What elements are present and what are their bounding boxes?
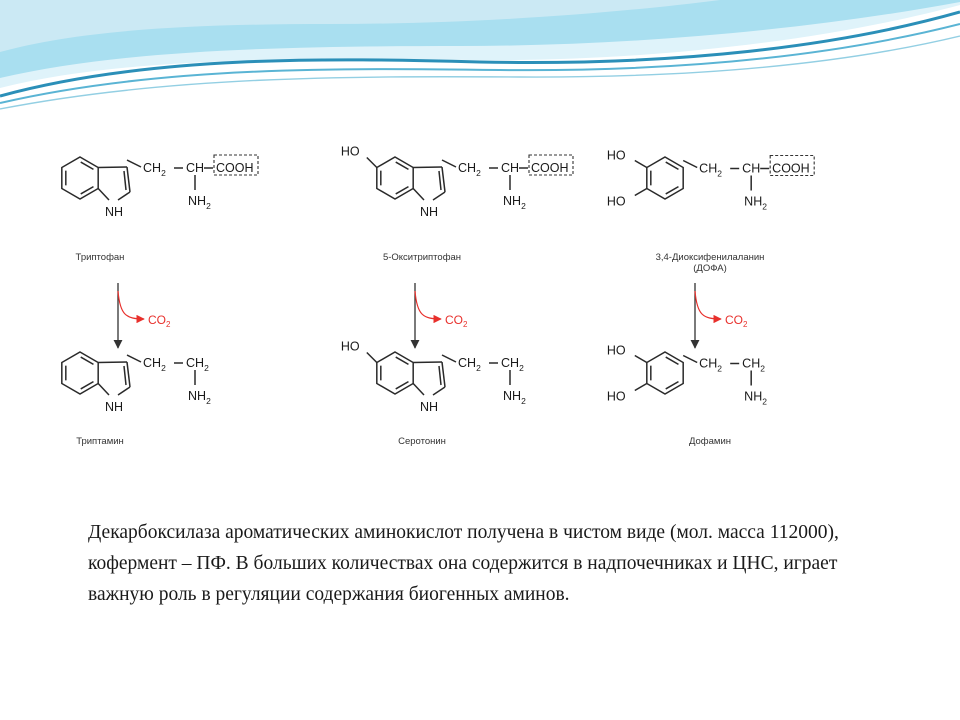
product-name: Серотонин: [398, 436, 446, 447]
product-name: Дофамин: [688, 436, 732, 447]
precursor-name: 5-Окситриптофан: [382, 252, 462, 263]
precursor-structure: [341, 145, 573, 220]
ch2-label: $CH_2$: [186, 356, 209, 373]
double-bond: [439, 366, 441, 385]
ch2-label: $CH_2$: [742, 356, 765, 374]
product-structure: [62, 352, 211, 414]
product-structure: [341, 340, 526, 415]
nh-label: NH: [420, 400, 439, 414]
precursor-name: 3,4-Диоксифенилаланин: [655, 252, 765, 263]
bond: [442, 160, 456, 167]
co2-label: $CO_2$: [725, 313, 748, 329]
bond: [367, 158, 377, 168]
nh2-label: $NH_2$: [744, 389, 767, 407]
ho-label: HO: [340, 144, 360, 159]
nh-label: NH: [105, 205, 124, 219]
bond: [413, 167, 442, 168]
bond: [98, 189, 109, 201]
bond: [442, 362, 445, 387]
ch-label: CH: [186, 161, 205, 175]
ho-label: HO: [606, 148, 626, 163]
benzene-ring: [377, 352, 413, 394]
ho-label: HO: [340, 339, 360, 354]
precursor-structure: [62, 155, 258, 219]
nh-label: NH: [420, 205, 439, 219]
ch2-label: $CH_2$: [143, 161, 166, 178]
double-bond: [124, 171, 126, 190]
bond: [433, 387, 445, 395]
benzene-ring: [647, 352, 683, 394]
co2-release-arrow: [695, 291, 721, 319]
bond: [127, 160, 141, 167]
double-bond: [124, 366, 126, 385]
ho-label: HO: [606, 194, 626, 209]
ch2-label: $CH_2$: [501, 356, 524, 373]
bond: [635, 384, 647, 391]
ch2-label: $CH_2$: [143, 356, 166, 373]
header-wave-decoration: [0, 0, 960, 115]
bond: [127, 167, 130, 192]
co2-release-arrow: [118, 291, 144, 319]
cooh-label: COOH: [772, 161, 810, 176]
benzene-ring: [377, 157, 413, 199]
co2-label: $CO_2$: [148, 313, 171, 329]
precursor-structure: [607, 149, 814, 212]
nh2-label: $NH_2$: [188, 194, 211, 211]
bond: [413, 189, 424, 201]
product-name: Триптамин: [76, 436, 124, 447]
bond: [442, 355, 456, 362]
cooh-label: COOH: [531, 161, 569, 175]
bond: [367, 353, 377, 363]
precursor-abbreviation: (ДОФА): [693, 263, 727, 274]
benzene-ring: [647, 157, 683, 199]
bond: [98, 384, 109, 396]
bond: [635, 356, 647, 363]
nh2-label: $NH_2$: [188, 389, 211, 406]
ch2-label: $CH_2$: [458, 356, 481, 373]
bond: [635, 161, 647, 168]
bond: [683, 356, 697, 363]
nh2-label: $NH_2$: [744, 194, 767, 212]
ch2-label: $CH_2$: [699, 161, 722, 179]
bond: [433, 192, 445, 200]
co2-release-arrow: [415, 291, 441, 319]
ho-label: HO: [606, 343, 626, 358]
description-text: Декарбоксилаза ароматических аминокислот получена в чистом виде (мол. масса 112000), кофермент – ПФ. В больших количествах она содержится в надпочечниках и ЦНС, играет важную роль в регуляции содержания биогенных аминов.: [88, 522, 839, 605]
nh-label: NH: [105, 400, 124, 414]
ho-label: HO: [606, 389, 626, 404]
bond: [413, 384, 424, 396]
nh2-label: $NH_2$: [503, 194, 526, 211]
bond: [635, 189, 647, 196]
product-structure: [607, 344, 767, 407]
bond: [98, 362, 127, 363]
benzene-ring: [62, 157, 98, 199]
ch-label: CH: [742, 161, 761, 176]
precursor-name: Триптофан: [75, 252, 125, 263]
decarboxylation-scheme: [40, 128, 850, 460]
bond: [118, 192, 130, 200]
co2-label: $CO_2$: [445, 313, 468, 329]
ch2-label: $CH_2$: [699, 356, 722, 374]
bond: [98, 167, 127, 168]
ch-label: CH: [501, 161, 520, 175]
double-bond: [439, 171, 441, 190]
benzene-ring: [62, 352, 98, 394]
bond: [127, 355, 141, 362]
bond: [118, 387, 130, 395]
bond: [683, 161, 697, 168]
cooh-label: COOH: [216, 161, 254, 175]
bond: [413, 362, 442, 363]
ch2-label: $CH_2$: [458, 161, 481, 178]
nh2-label: $NH_2$: [503, 389, 526, 406]
bond: [442, 167, 445, 192]
bond: [127, 362, 130, 387]
